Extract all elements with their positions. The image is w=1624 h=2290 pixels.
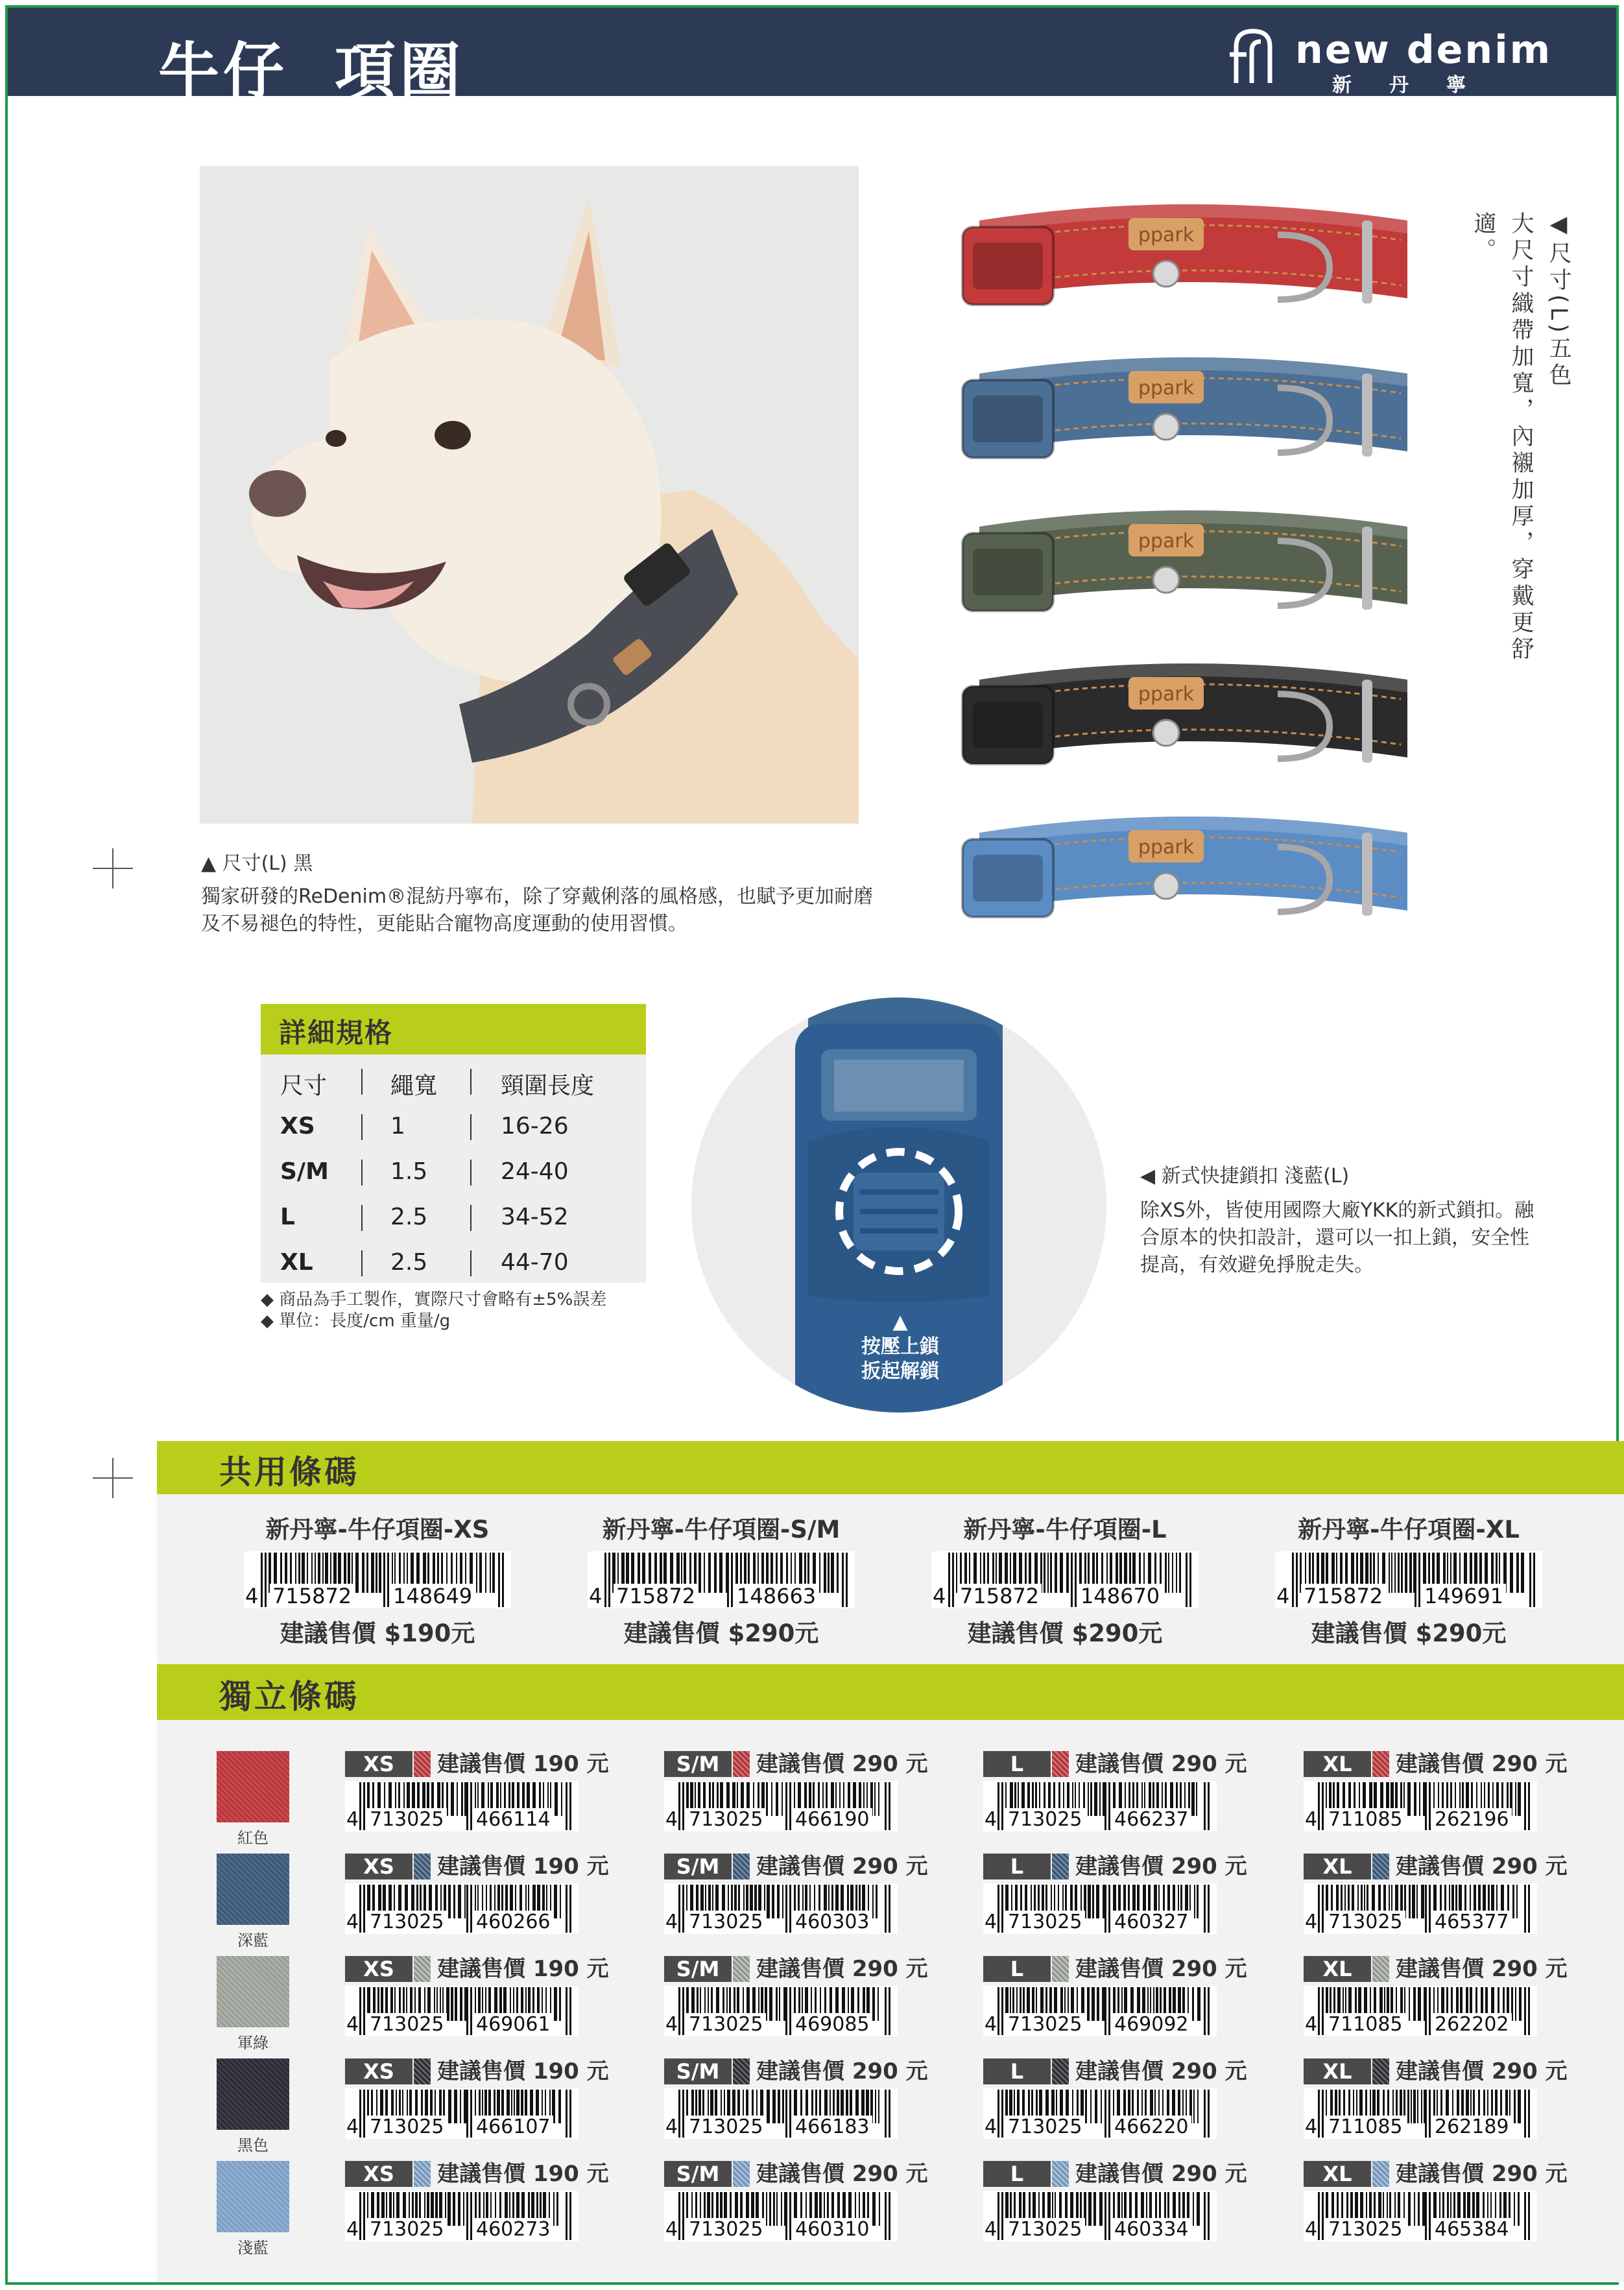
collar-caption-line-2: 大尺寸織帶加寬，內襯加厚，穿戴更舒適。	[1470, 211, 1534, 663]
independent-barcode-title: 獨立條碼	[219, 1678, 359, 1715]
barcode-digits: 4	[985, 2116, 997, 2138]
spec-cell: 44-70	[501, 1249, 569, 1276]
barcode	[983, 1986, 1217, 2036]
suggested-price: 建議售價 290 元	[1075, 1751, 1247, 1777]
barcode-digits: 4	[985, 2218, 997, 2241]
barcode	[664, 1781, 898, 1831]
barcode-digits: 713025	[1005, 2218, 1085, 2241]
suggested-price: 建議售價 190 元	[437, 1956, 609, 1982]
barcode-digits: 711085	[1326, 1808, 1405, 1831]
barcode-digits: 4	[665, 2116, 678, 2138]
suggested-price: 建議售價 290 元	[756, 1751, 928, 1777]
size-tag: XL	[1304, 2058, 1371, 2084]
barcode-digits: 460303	[793, 1911, 872, 1933]
barcode	[345, 1781, 579, 1831]
color-name: 軍綠	[237, 2034, 269, 2052]
barcode-digits: 466190	[793, 1808, 872, 1831]
color-swatch	[217, 1751, 289, 1822]
barcode-digits: 4	[933, 1584, 946, 1608]
spec-cell: 1	[390, 1113, 405, 1139]
barcode-digits: 4	[1276, 1584, 1290, 1608]
spec-cell: 2.5	[390, 1204, 428, 1230]
barcode-cell	[983, 1854, 1249, 1937]
brand-name: new denim	[1295, 27, 1553, 73]
barcode-digits: 4	[1305, 1808, 1318, 1831]
rivet-icon	[1153, 414, 1179, 440]
barcode-cell	[664, 1751, 930, 1834]
color-chip	[414, 2058, 431, 2084]
barcode-digits: 711085	[1326, 2116, 1405, 2138]
color-chip	[1052, 1956, 1069, 1982]
barcode-digits: 466220	[1112, 2116, 1191, 2138]
color-chip	[414, 2161, 431, 2187]
barcode	[664, 1883, 898, 1934]
spec-header-row	[261, 1058, 646, 1104]
suggested-price: 建議售價 290 元	[1396, 1854, 1568, 1879]
barcode-digits: 466107	[473, 2116, 553, 2138]
size-tag: XS	[345, 2161, 412, 2187]
barcode-digits: 466114	[473, 1808, 553, 1831]
arrow-left-icon: ◀	[1546, 211, 1571, 241]
color-name: 深藍	[237, 1931, 269, 1950]
suggested-price: 建議售價 290 元	[756, 2161, 928, 2187]
size-tag: S/M	[664, 2058, 732, 2084]
barcode	[345, 2088, 579, 2139]
product-name: 新丹寧-牛仔項圈-XS	[265, 1516, 490, 1544]
shared-barcode-item	[922, 1510, 1208, 1649]
barcode-digits: 469092	[1112, 2013, 1191, 2036]
barcode	[345, 1883, 579, 1934]
slider-icon	[1362, 680, 1372, 763]
barcode-cell	[345, 1751, 611, 1834]
color-chip	[733, 2161, 750, 2187]
brand-tag-text: ppark	[1138, 530, 1195, 553]
size-tag: S/M	[664, 2161, 732, 2187]
barcode-digits: 4	[346, 2116, 359, 2138]
barcode-cell	[345, 1956, 611, 2039]
barcode-digits: 460327	[1112, 1911, 1191, 1933]
barcode-digits: 460266	[473, 1911, 553, 1933]
brand-tag-text: ppark	[1138, 224, 1195, 246]
barcode-cell	[1304, 2058, 1570, 2141]
slider-icon	[1362, 527, 1372, 610]
buckle-label-line: 扳起解鎖	[861, 1360, 939, 1383]
barcode-digits: 465384	[1432, 2218, 1512, 2241]
barcode-digits: 715872	[270, 1584, 354, 1608]
suggested-price: 建議售價 $290元	[967, 1619, 1163, 1647]
barcode-digits: 713025	[686, 2218, 766, 2241]
barcode-cell	[983, 2161, 1249, 2244]
size-tag: XL	[1304, 1751, 1371, 1777]
barcode-digits: 4	[665, 1808, 678, 1831]
spec-cell: 2.5	[390, 1249, 428, 1276]
size-tag: XS	[345, 1751, 412, 1777]
size-tag: L	[983, 2161, 1051, 2187]
spec-header-neck: 頸圍長度	[501, 1073, 595, 1099]
barcode-digits: 4	[1305, 2218, 1318, 2241]
barcode-digits: 149691	[1422, 1584, 1506, 1608]
suggested-price: 建議售價 290 元	[1396, 1956, 1568, 1982]
suggested-price: 建議售價 190 元	[437, 1854, 609, 1879]
brand-logo-icon	[1227, 25, 1279, 87]
barcode	[664, 2088, 898, 2139]
barcode-cell	[664, 1854, 930, 1937]
brand-tag-text: ppark	[1138, 683, 1195, 706]
barcode-digits: 4	[1305, 1911, 1318, 1933]
barcode-digits: 469085	[793, 2013, 872, 2036]
barcode-digits: 715872	[957, 1584, 1042, 1608]
table-row	[261, 1195, 646, 1240]
color-chip	[1052, 1854, 1069, 1879]
barcode-digits: 4	[346, 2013, 359, 2036]
spec-cell: L	[280, 1204, 295, 1230]
barcode	[588, 1551, 855, 1608]
barcode-digits: 713025	[1005, 2013, 1085, 2036]
barcode-digits: 4	[1305, 2013, 1318, 2036]
crop-mark-icon	[93, 1458, 133, 1498]
dog-illustration	[200, 166, 859, 824]
barcode	[1304, 1986, 1537, 2036]
up-arrow-icon: ▲	[892, 1311, 908, 1333]
color-swatch	[217, 2058, 289, 2130]
collar-stack-illustration	[953, 195, 1420, 973]
title-word-2: 項圈	[335, 36, 465, 107]
color-chip	[414, 1956, 431, 1982]
size-tag: XL	[1304, 2161, 1371, 2187]
title-word-1: 牛仔	[158, 36, 289, 107]
barcode-digits: 713025	[367, 2116, 447, 2138]
barcode-digits: 713025	[1005, 1911, 1085, 1933]
color-chip	[1052, 1751, 1069, 1777]
barcode-digits: 713025	[1005, 2116, 1085, 2138]
size-tag: L	[983, 2058, 1051, 2084]
suggested-price: 建議售價 $290元	[1311, 1619, 1507, 1647]
product-name: 新丹寧-牛仔項圈-S/M	[602, 1516, 841, 1544]
barcode	[983, 2088, 1217, 2139]
collar-caption	[1464, 211, 1577, 704]
color-chip	[1372, 1854, 1389, 1879]
suggested-price: 建議售價 290 元	[1075, 2161, 1247, 2187]
barcode-digits: 713025	[367, 2218, 447, 2241]
spec-table	[261, 1004, 646, 1283]
barcode-digits: 713025	[686, 1808, 766, 1831]
color-chip	[414, 1854, 431, 1879]
color-chip	[733, 1854, 750, 1879]
barcode-digits: 148670	[1078, 1584, 1162, 1608]
barcode-cell	[1304, 2161, 1570, 2244]
barcode-digits: 4	[589, 1584, 603, 1608]
product-name: 新丹寧-牛仔項圈-XL	[1298, 1516, 1520, 1544]
barcode	[1304, 2191, 1537, 2241]
table-row	[261, 1240, 646, 1285]
spec-cell: 34-52	[501, 1204, 569, 1230]
barcode-digits: 4	[346, 1808, 359, 1831]
spec-title: 詳細規格	[261, 1004, 646, 1055]
barcode-digits: 4	[346, 1911, 359, 1933]
spec-cell: 16-26	[501, 1113, 569, 1139]
barcode	[664, 1986, 898, 2036]
collar-stack-image	[953, 195, 1420, 973]
suggested-price: 建議售價 290 元	[756, 1854, 928, 1879]
barcode-digits: 713025	[367, 2013, 447, 2036]
barcode-digits: 713025	[686, 2013, 766, 2036]
barcode-digits: 262202	[1432, 2013, 1512, 2036]
shared-barcode-item	[579, 1510, 864, 1649]
barcode	[983, 1781, 1217, 1831]
size-tag: S/M	[664, 1751, 732, 1777]
barcode-digits: 4	[985, 2013, 997, 2036]
suggested-price: 建議售價 290 元	[756, 2058, 928, 2084]
size-tag: S/M	[664, 1854, 732, 1879]
size-tag: XS	[345, 2058, 412, 2084]
color-chip	[1052, 2161, 1069, 2187]
barcode-digits: 713025	[1005, 1808, 1085, 1831]
spec-notes	[261, 1289, 606, 1332]
spec-cell: XS	[280, 1113, 315, 1139]
size-tag: L	[983, 1854, 1051, 1879]
color-chip	[733, 1956, 750, 1982]
table-row	[261, 1104, 646, 1149]
buckle-inner	[973, 243, 1043, 289]
color-name: 黑色	[237, 2136, 269, 2154]
suggested-price: 建議售價 290 元	[1396, 2058, 1568, 2084]
size-tag: XL	[1304, 1854, 1371, 1879]
barcode-digits: 715872	[1301, 1584, 1385, 1608]
barcode-cell	[345, 2058, 611, 2141]
barcode-digits: 465377	[1432, 1911, 1512, 1933]
spec-header-size: 尺寸	[280, 1073, 328, 1099]
barcode-cell	[983, 1956, 1249, 2039]
barcode-digits: 715872	[614, 1584, 698, 1608]
buckle-inner	[973, 855, 1043, 901]
barcode-cell	[664, 2161, 930, 2244]
spec-cell: 1.5	[390, 1158, 428, 1185]
size-tag: XL	[1304, 1956, 1371, 1982]
color-swatch	[217, 2161, 289, 2232]
barcode	[664, 2191, 898, 2241]
size-tag: L	[983, 1956, 1051, 1982]
color-name: 淺藍	[237, 2239, 269, 2257]
color-chip	[733, 2058, 750, 2084]
color-chip	[1052, 2058, 1069, 2084]
spec-note: ◆ 單位：長度/cm 重量/g	[261, 1311, 451, 1331]
barcode	[983, 1883, 1217, 1934]
barcode-digits: 466237	[1112, 1808, 1191, 1831]
barcode-digits: 4	[1305, 2116, 1318, 2138]
barcode-digits: 713025	[1326, 1911, 1405, 1933]
suggested-price: 建議售價 290 元	[1075, 1854, 1247, 1879]
dog-description: 獨家研發的ReDenim®混紡丹寧布，除了穿戴俐落的風格感，也賦予更加耐磨及不易褪色的特性，更能貼合寵物高度運動的使用習慣。	[201, 885, 874, 935]
shared-barcode-band	[157, 1441, 1624, 1494]
barcode-cell	[345, 1854, 611, 1937]
color-chip	[414, 1751, 431, 1777]
color-chip	[1372, 1956, 1389, 1982]
dog-caption: ▲ 尺寸(L) 黑	[201, 852, 313, 875]
spec-cell: 24-40	[501, 1158, 569, 1185]
brand-sub: 新丹寧	[1332, 74, 1503, 97]
suggested-price: 建議售價 290 元	[1075, 2058, 1247, 2084]
suggested-price: 建議售價 $290元	[623, 1619, 819, 1647]
barcode-digits: 713025	[686, 2116, 766, 2138]
buckle-label	[822, 1310, 978, 1384]
barcode-cell	[983, 1751, 1249, 1834]
barcode	[1304, 1781, 1537, 1831]
barcode-cell	[345, 2161, 611, 2244]
product-name: 新丹寧-牛仔項圈-L	[963, 1516, 1167, 1544]
color-swatch	[217, 1854, 289, 1925]
rivet-icon	[1153, 261, 1179, 287]
color-chip	[1372, 1751, 1389, 1777]
color-chip	[1372, 2058, 1389, 2084]
barcode-digits: 4	[346, 2218, 359, 2241]
barcode-digits: 460310	[793, 2218, 872, 2241]
suggested-price: 建議售價 $190元	[280, 1619, 475, 1647]
buckle-inner	[973, 549, 1043, 595]
barcode-digits: 466183	[793, 2116, 872, 2138]
spec-note: ◆ 商品為手工製作，實際尺寸會略有±5%誤差	[261, 1290, 607, 1309]
buckle-caption: ◀ 新式快捷鎖扣 淺藍(L)	[1140, 1165, 1350, 1187]
suggested-price: 建議售價 190 元	[437, 2058, 609, 2084]
page-title	[158, 22, 464, 110]
suggested-price: 建議售價 190 元	[437, 1751, 609, 1777]
shared-barcode-item	[1266, 1510, 1551, 1649]
header-bar	[8, 8, 1616, 107]
barcode-digits: 4	[985, 1911, 997, 1933]
slider-icon	[1362, 374, 1372, 457]
size-tag: L	[983, 1751, 1051, 1777]
buckle-description: 除XS外，皆使用國際大廠YKK的新式鎖扣。融合原本的快扣設計，還可以一扣上鎖，安全性提高，有效避免掙脫走失。	[1140, 1199, 1534, 1276]
barcode-cell	[1304, 1854, 1570, 1937]
buckle-label-line: 按壓上鎖	[861, 1335, 939, 1358]
barcode-digits: 713025	[367, 1911, 447, 1933]
size-tag: XS	[345, 1956, 412, 1982]
suggested-price: 建議售價 290 元	[756, 1956, 928, 1982]
collar-caption-line-1: 尺寸(L)五色	[1546, 241, 1571, 390]
barcode-cell	[983, 2058, 1249, 2141]
barcode-digits: 4	[665, 1911, 678, 1933]
barcode-digits: 148663	[734, 1584, 818, 1608]
barcode	[244, 1551, 511, 1608]
shared-barcode-title: 共用條碼	[219, 1453, 359, 1491]
barcode-digits: 262196	[1432, 1808, 1512, 1831]
barcode-digits: 713025	[686, 1911, 766, 1933]
barcode-digits: 4	[245, 1584, 259, 1608]
size-tag: XS	[345, 1854, 412, 1879]
independent-barcode-band	[157, 1664, 1624, 1720]
buckle-inner	[973, 396, 1043, 442]
barcode-digits: 262189	[1432, 2116, 1512, 2138]
buckle-inner	[973, 702, 1043, 748]
color-chip	[1372, 2161, 1389, 2187]
barcode-cell	[664, 1956, 930, 2039]
suggested-price: 建議售價 290 元	[1396, 2161, 1568, 2187]
barcode-cell	[1304, 1956, 1570, 2039]
brand-tag-text: ppark	[1138, 377, 1195, 400]
barcode-digits: 4	[665, 2218, 678, 2241]
rivet-icon	[1153, 567, 1179, 593]
barcode-digits: 460273	[473, 2218, 553, 2241]
barcode	[1275, 1551, 1542, 1608]
rivet-icon	[1153, 720, 1179, 746]
barcode	[1304, 1883, 1537, 1934]
rivet-icon	[1153, 873, 1179, 899]
suggested-price: 建議售價 290 元	[1396, 1751, 1568, 1777]
barcode-digits: 4	[665, 2013, 678, 2036]
barcode-cell	[664, 2058, 930, 2141]
slider-icon	[1362, 221, 1372, 304]
color-chip	[733, 1751, 750, 1777]
barcode	[983, 2191, 1217, 2241]
barcode	[345, 2191, 579, 2241]
spec-header-width: 繩寬	[390, 1073, 438, 1099]
suggested-price: 建議售價 190 元	[437, 2161, 609, 2187]
barcode-digits: 713025	[1326, 2218, 1405, 2241]
slider-icon	[1362, 833, 1372, 916]
barcode	[931, 1551, 1199, 1608]
suggested-price: 建議售價 290 元	[1075, 1956, 1247, 1982]
color-name: 紅色	[237, 1829, 269, 1847]
barcode-digits: 711085	[1326, 2013, 1405, 2036]
barcode-digits: 713025	[367, 1808, 447, 1831]
barcode	[345, 1986, 579, 2036]
shared-barcode-item	[235, 1510, 520, 1649]
table-row	[261, 1149, 646, 1195]
crop-mark-icon	[93, 848, 133, 889]
barcode-digits: 460334	[1112, 2218, 1191, 2241]
barcode-cell	[1304, 1751, 1570, 1834]
barcode-digits: 469061	[473, 2013, 553, 2036]
spec-cell: XL	[280, 1249, 313, 1276]
size-tag: S/M	[664, 1956, 732, 1982]
color-swatch	[217, 1956, 289, 2027]
barcode-digits: 148649	[390, 1584, 475, 1608]
brand-tag-text: ppark	[1138, 836, 1195, 859]
spec-cell: S/M	[280, 1158, 329, 1185]
barcode	[1304, 2088, 1537, 2139]
barcode-digits: 4	[985, 1808, 997, 1831]
dog-photo	[200, 166, 859, 824]
